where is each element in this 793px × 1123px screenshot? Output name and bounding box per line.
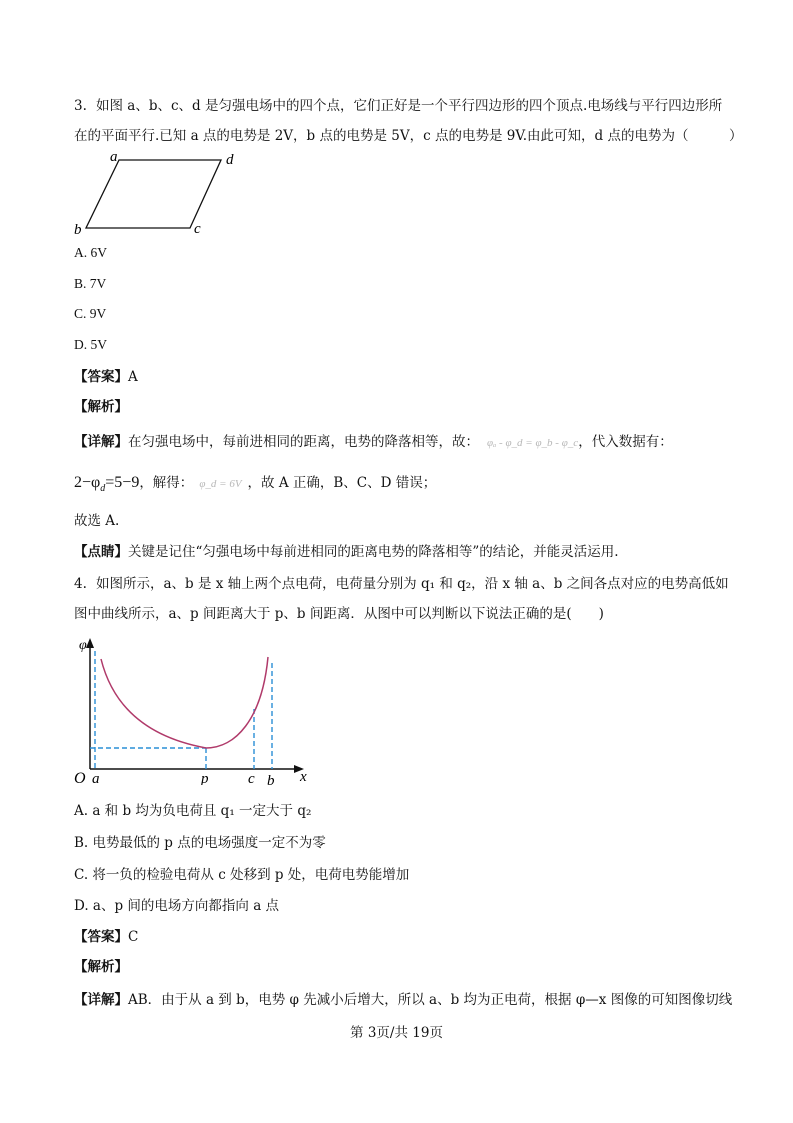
formula-substitution: $2-\varphi_d=5-9$	[74, 474, 140, 495]
q3-choose: 故选 A.	[74, 513, 120, 529]
potential-curve	[101, 657, 268, 748]
detail-tail: ，代入数据有：	[578, 434, 673, 450]
label-c: c	[248, 771, 255, 785]
comment-text: 关键是记住“匀强电场中每前进相同的距离电势的降落相等”的结论，并能灵活运用.	[128, 544, 619, 560]
q4-analysis-tag: 【解析】	[74, 959, 128, 975]
q4-potential-graph	[70, 635, 320, 785]
q4-stem-line2: 图中曲线所示，a、p 间距离大于 p、b 间距离．从图中可以判断以下说法正确的是( )	[74, 606, 604, 622]
q3-option-d: D. 5V	[74, 337, 107, 352]
label-a: a	[92, 771, 100, 785]
q3-stem-line2: 在的平面平行.已知 a 点的电势是 2V，b 点的电势是 5V，c 点的电势是 9V.由此可知，d 点的电势为（ ）	[74, 128, 743, 144]
q4-detail-line1	[74, 991, 732, 1009]
answer-value: A	[128, 369, 138, 385]
answer-value: C	[128, 929, 139, 945]
q4-stem-line1: 如图所示，a、b 是 x 轴上两个点电荷，电荷量分别为 q₁ 和 q₂，沿 x 轴 a、b 之间各点对应的电势高低如	[96, 576, 729, 592]
q4-option-d: D. a、p 间的电场方向都指向 a 点	[74, 898, 280, 914]
answer-tag: 【答案】	[74, 929, 128, 945]
label-x: x	[300, 769, 307, 785]
q3-comment	[74, 543, 619, 561]
q3-detail-line2	[74, 474, 436, 498]
label-origin: O	[74, 770, 86, 785]
label-phi: φ	[79, 638, 87, 653]
q4-number: 4.	[74, 576, 87, 592]
q3-stem-line1: 如图 a、b、c、d 是匀强电场中的四个点，它们正好是一个平行四边形的四个顶点.电场线与平行四边形所	[96, 98, 723, 114]
label-b: b	[267, 773, 275, 785]
q3-analysis-tag: 【解析】	[74, 399, 128, 415]
detail-tag: 【详解】	[74, 434, 128, 450]
comment-tag: 【点睛】	[74, 544, 128, 560]
q3-answer	[74, 368, 138, 386]
y-axis-arrow	[86, 638, 94, 648]
formula-phi-difference: φₐ - φ_d = φ_b - φ_c	[487, 437, 579, 449]
label-c: c	[194, 221, 201, 237]
q3-option-b: B. 7V	[74, 276, 107, 291]
q3-detail-line1	[74, 433, 673, 452]
q4-option-b: B. 电势最低的 p 点的电场强度一定不为零	[74, 835, 326, 851]
q3-parallelogram-figure	[70, 145, 250, 240]
q3-option-a: A. 6V	[74, 245, 107, 260]
label-p: p	[201, 771, 209, 785]
answer-tag: 【答案】	[74, 369, 128, 385]
label-d: d	[226, 152, 234, 168]
detail-text: 在匀强电场中，每前进相同的距离，电势的降落相等，故：	[128, 434, 479, 450]
detail-conclusion: ，故 A 正确，B、C、D 错误；	[247, 475, 437, 491]
q3-number: 3.	[74, 98, 87, 114]
label-a: a	[110, 149, 118, 165]
detail-mid: ，解得：	[139, 475, 194, 491]
label-b: b	[74, 222, 82, 238]
q4-option-a: A. a 和 b 均为负电荷且 q₁ 一定大于 q₂	[74, 803, 312, 819]
formula-result: φ_d = 6V	[199, 478, 242, 490]
q4-answer	[74, 928, 138, 946]
detail-tag: 【详解】	[74, 992, 128, 1008]
parallelogram	[86, 160, 221, 228]
detail-text: AB．由于从 a 到 b，电势 φ 先减小后增大，所以 a、b 均为正电荷，根据 φ—x 图像的可知图像切线	[128, 992, 733, 1008]
q3-option-c: C. 9V	[74, 306, 107, 321]
page-footer: 第 3页/共 19页	[350, 1025, 443, 1041]
q4-option-c: C. 将一负的检验电荷从 c 处移到 p 处，电荷电势能增加	[74, 867, 410, 883]
